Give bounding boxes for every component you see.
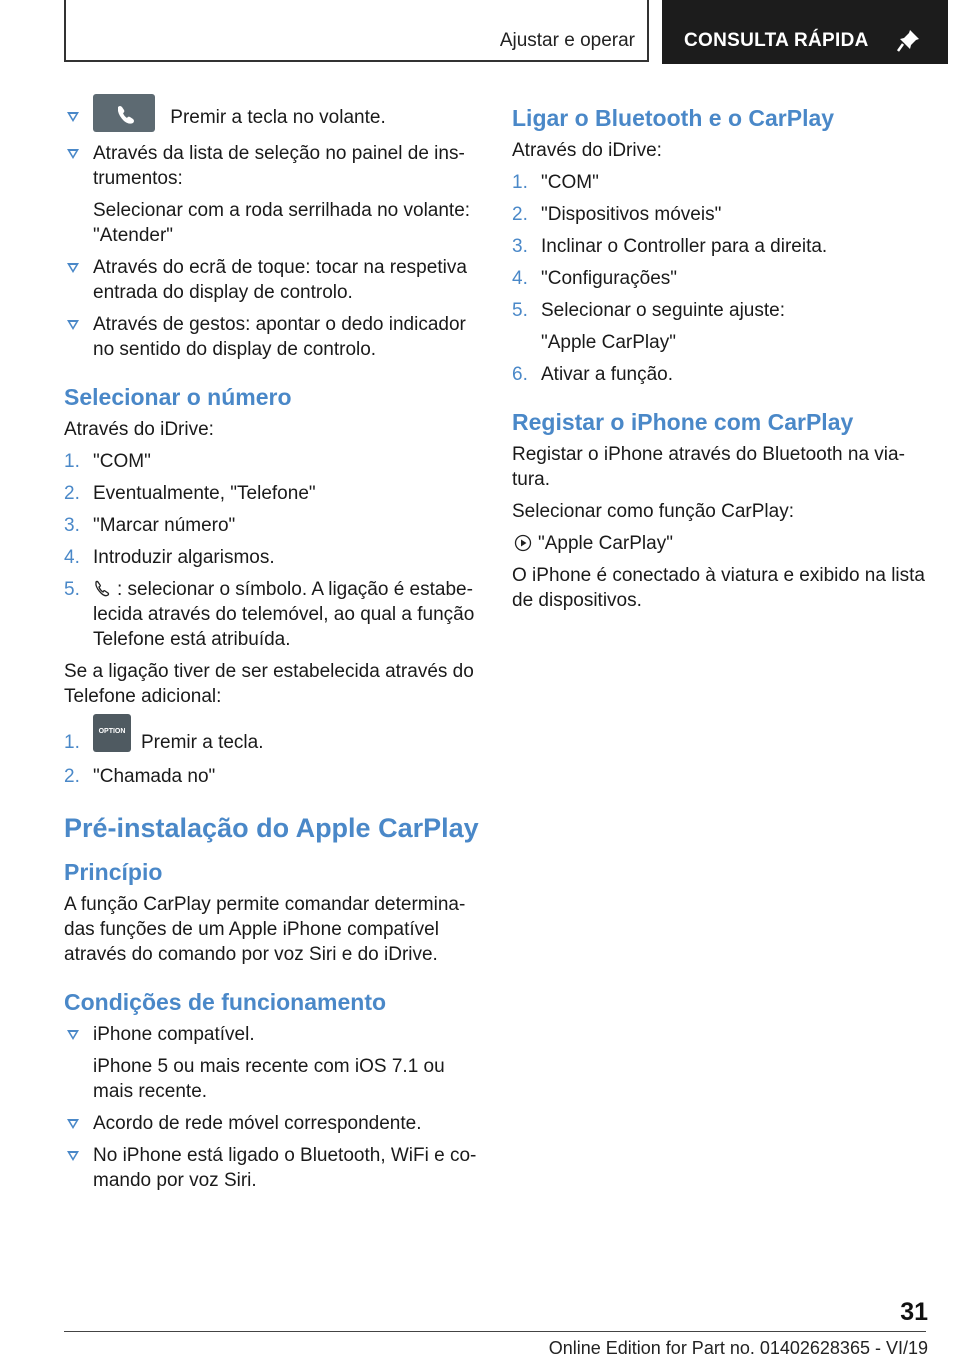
step-text: Eventualmente, "Telefone" — [93, 483, 316, 504]
list-item-text: Premir a tecla no volante. — [170, 107, 386, 129]
step-number: 5. — [512, 300, 528, 321]
bullet-triangle-icon — [67, 112, 79, 122]
register-text-3: O iPhone é conectado à viatura e exibido na lista de dispositivos. — [512, 565, 925, 611]
option-button-image — [93, 714, 131, 752]
header-chapter-title: CONSULTA RÁPIDA — [684, 30, 869, 51]
list-item — [64, 1143, 482, 1193]
footer-divider — [64, 1331, 926, 1332]
principle-text: A função CarPlay permite comandar determina-das funções de um Apple iPhone compatível através do comando por voz Siri e do iDrive. — [64, 894, 466, 965]
list-item-text: Através de gestos: apontar o dedo indicador no sentido do display de controlo. — [93, 314, 466, 360]
register-text-2: Selecionar como função CarPlay: — [512, 501, 794, 522]
step-number: 6. — [512, 364, 528, 385]
step-text: Ativar a função. — [541, 364, 674, 385]
list-item — [64, 104, 482, 134]
list-item — [512, 362, 930, 387]
list-item — [64, 141, 482, 248]
list-item-text: No iPhone está ligado o Bluetooth, WiFi e co-mando por voz Siri. — [93, 1145, 477, 1191]
step-subtext: "Apple CarPlay" — [541, 332, 676, 353]
list-item — [64, 312, 482, 362]
step-number: 2. — [512, 204, 528, 225]
step-text: "Dispositivos móveis" — [541, 204, 722, 225]
list-item — [512, 234, 930, 259]
play-circle-icon — [514, 534, 532, 552]
step-number: 1. — [64, 451, 80, 472]
list-item — [64, 481, 482, 506]
step-number: 1. — [64, 732, 80, 753]
left-column — [64, 104, 482, 1200]
step-text: Inclinar o Controller para a direita. — [541, 236, 828, 257]
list-item-text: iPhone compatível. — [93, 1024, 255, 1045]
list-item — [512, 202, 930, 227]
principle-heading: Princípio — [64, 859, 163, 885]
list-item — [64, 1111, 482, 1136]
list-item — [64, 764, 482, 789]
step-text: "Marcar número" — [93, 515, 236, 536]
step-text: "COM" — [541, 172, 599, 193]
bluetooth-steps — [512, 170, 930, 387]
bullet-triangle-icon — [67, 1030, 79, 1040]
step-text: Introduzir algarismos. — [93, 547, 275, 568]
step-number: 3. — [512, 236, 528, 257]
step-text: : selecionar o símbolo. A ligação é estabe-lecida através do telemóvel, ao qual a função Telefone está atribuída. — [93, 579, 475, 650]
step-number: 4. — [64, 547, 80, 568]
step-text: "Chamada no" — [93, 766, 216, 787]
register-option-text: "Apple CarPlay" — [538, 533, 673, 554]
page-number: 31 — [900, 1298, 928, 1326]
pin-icon — [896, 27, 922, 53]
phone-icon — [93, 580, 111, 598]
register-text-1: Registar o iPhone através do Bluetooth na via-tura. — [512, 444, 905, 490]
step-text: Selecionar o seguinte ajuste: — [541, 300, 785, 321]
list-item — [512, 170, 930, 195]
header-section-box — [64, 0, 649, 62]
right-column — [512, 104, 930, 620]
list-item — [64, 513, 482, 538]
list-item-text: Através do ecrã de toque: tocar na respetiva entrada do display de controlo. — [93, 257, 467, 303]
step-number: 4. — [512, 268, 528, 289]
bluetooth-heading: Ligar o Bluetooth e o CarPlay — [512, 105, 835, 131]
list-item — [64, 255, 482, 305]
list-item — [64, 545, 482, 570]
additional-phone-text: Se a ligação tiver de ser estabelecida através do Telefone adicional: — [64, 661, 474, 707]
bullet-triangle-icon — [67, 320, 79, 330]
option-button-label: OPTION — [98, 727, 126, 735]
bullet-triangle-icon — [67, 149, 79, 159]
step-text: Premir a tecla. — [141, 732, 264, 753]
list-item-text: Acordo de rede móvel correspondente. — [93, 1113, 422, 1134]
step-text: "COM" — [93, 451, 151, 472]
bullet-triangle-icon — [67, 263, 79, 273]
conditions-list — [64, 1022, 482, 1193]
list-item — [64, 727, 482, 755]
list-item — [512, 266, 930, 291]
list-item-subtext: Selecionar com a roda serrilhada no volante: "Atender" — [93, 200, 471, 246]
list-item-text: Através da lista de seleção no painel de ins-trumentos: — [93, 143, 465, 189]
list-item — [64, 577, 482, 652]
accept-call-list — [64, 104, 482, 362]
bullet-triangle-icon — [67, 1151, 79, 1161]
footer-edition: Online Edition for Part no. 01402628365 - VI/19 — [548, 1338, 928, 1358]
select-number-steps — [64, 449, 482, 652]
list-item — [64, 449, 482, 474]
bluetooth-intro: Através do iDrive: — [512, 140, 662, 161]
list-item — [512, 298, 930, 355]
carplay-title: Pré-instalação do Apple CarPlay — [64, 813, 479, 843]
additional-phone-steps — [64, 727, 482, 789]
step-number: 2. — [64, 766, 80, 787]
list-item-subtext: iPhone 5 ou mais recente com iOS 7.1 ou mais recente. — [93, 1056, 445, 1102]
select-number-intro: Através do iDrive: — [64, 419, 214, 440]
list-item — [64, 1022, 482, 1104]
select-number-heading: Selecionar o número — [64, 384, 292, 410]
step-text: "Configurações" — [541, 268, 678, 289]
header-section-title: Ajustar e operar — [499, 30, 635, 51]
bullet-triangle-icon — [67, 1119, 79, 1129]
header-chapter-box — [662, 0, 948, 64]
step-number: 5. — [64, 579, 80, 600]
step-number: 1. — [512, 172, 528, 193]
steering-wheel-phone-button-image — [93, 94, 155, 132]
register-option — [512, 531, 930, 556]
register-heading: Registar o iPhone com CarPlay — [512, 409, 854, 435]
step-number: 3. — [64, 515, 80, 536]
conditions-heading: Condições de funcionamento — [64, 989, 387, 1015]
step-number: 2. — [64, 483, 80, 504]
phone-icon — [93, 94, 155, 132]
